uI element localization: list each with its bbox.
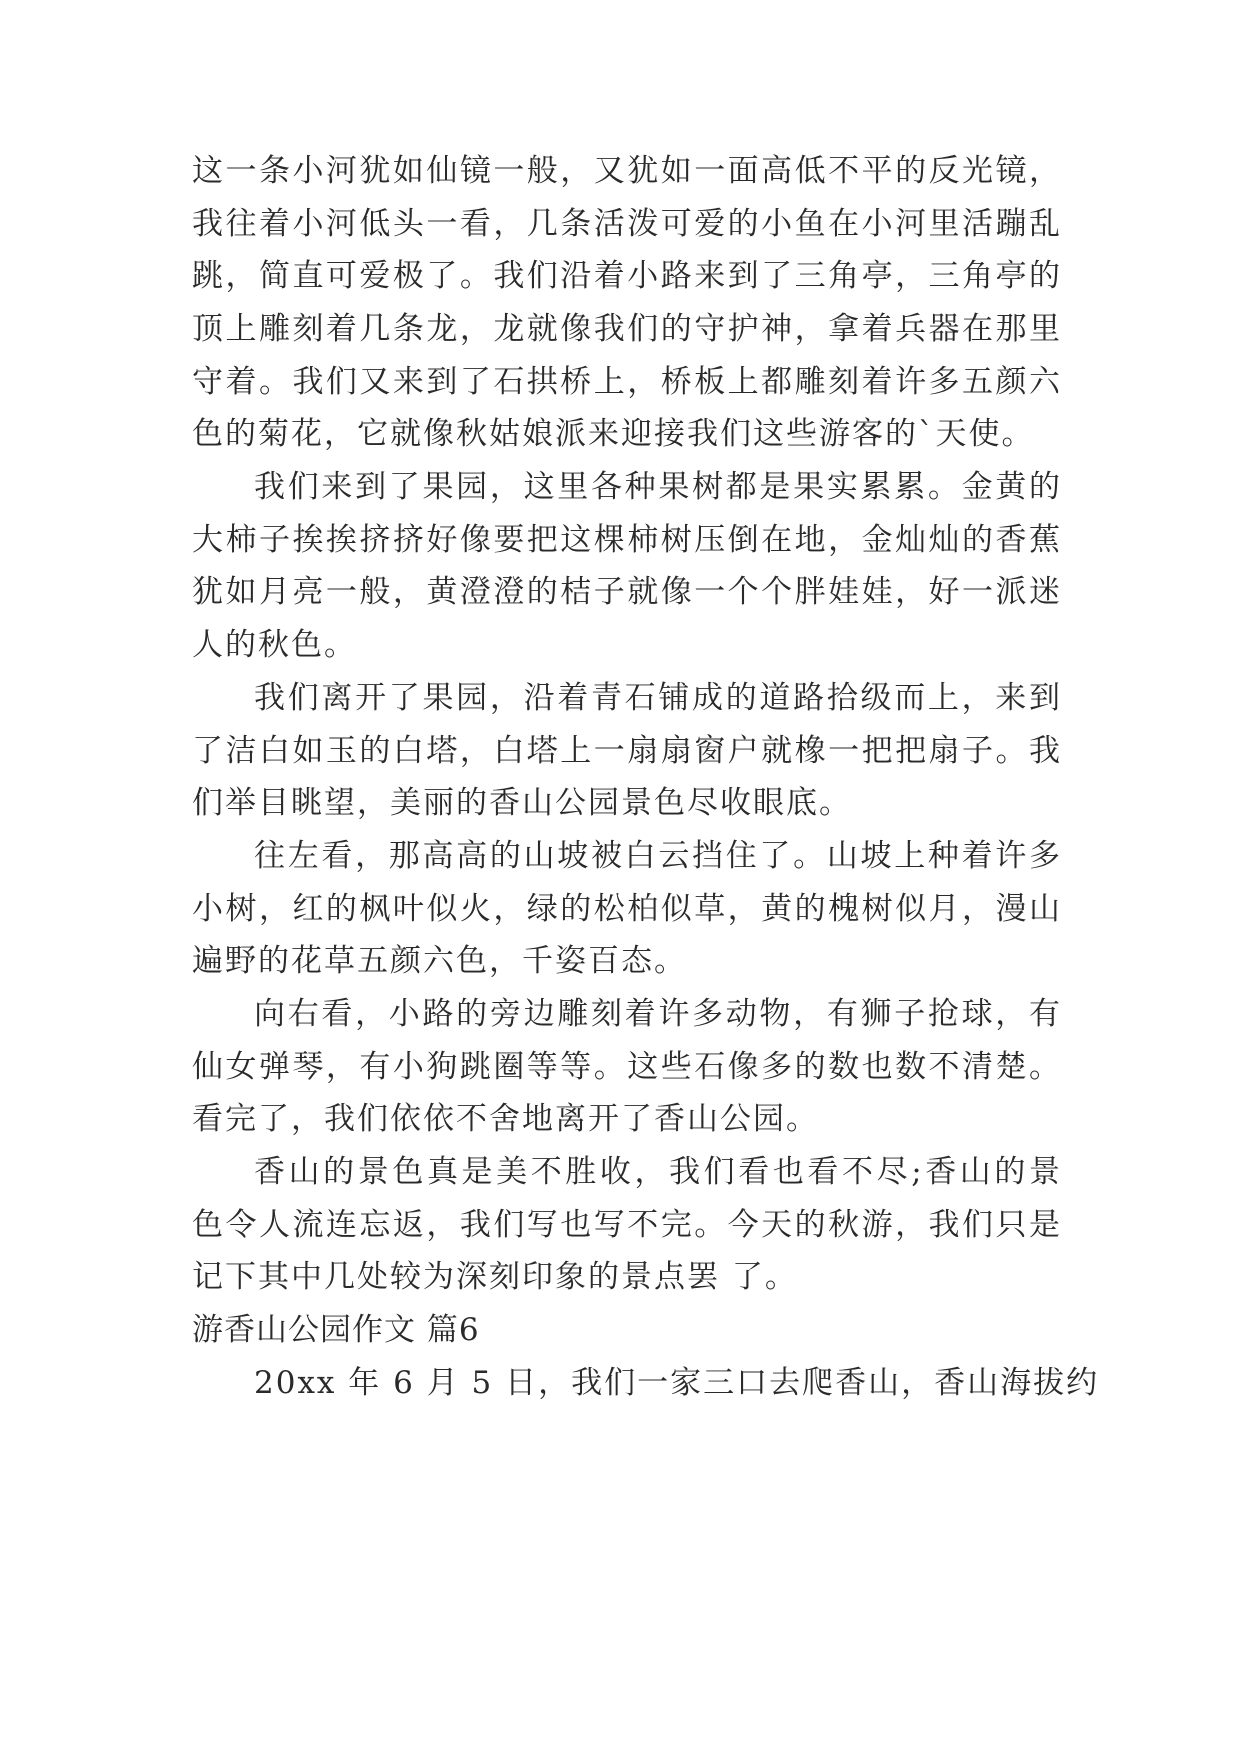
paragraph-line: 往左看，那高高的山坡被白云挡住了。山坡上种着许多 — [254, 838, 1062, 874]
paragraph-line: 20xx 年 6 月 5 日，我们一家三口去爬香山，香山海拔约 — [254, 1365, 1100, 1401]
paragraph-line: 跳，简直可爱极了。我们沿着小路来到了三角亭，三角亭的 — [192, 258, 1062, 294]
paragraph-line: 色的菊花，它就像秋姑娘派来迎接我们这些游客的`天使。 — [192, 416, 1035, 452]
paragraph-line: 守着。我们又来到了石拱桥上，桥板上都雕刻着许多五颜六 — [192, 364, 1062, 400]
paragraph-line: 色令人流连忘返，我们写也写不完。今天的秋游，我们只是 — [192, 1207, 1062, 1243]
paragraph-line: 仙女弹琴，有小狗跳圈等等。这些石像多的数也数不清楚。 — [192, 1049, 1062, 1085]
paragraph-line: 了洁白如玉的白塔，白塔上一扇扇窗户就橡一把把扇子。我 — [192, 733, 1062, 769]
paragraph-line: 我们离开了果园，沿着青石铺成的道路拾级而上，来到 — [254, 680, 1062, 716]
section-heading: 游香山公园作文 篇6 — [192, 1312, 480, 1348]
paragraph-line: 犹如月亮一般，黄澄澄的桔子就像一个个胖娃娃，好一派迷 — [192, 574, 1062, 610]
paragraph-line: 大柿子挨挨挤挤好像要把这棵柿树压倒在地，金灿灿的香蕉 — [192, 522, 1062, 558]
paragraph-line: 香山的景色真是美不胜收，我们看也看不尽;香山的景 — [254, 1154, 1062, 1190]
paragraph-line: 我们来到了果园，这里各种果树都是果实累累。金黄的 — [254, 469, 1062, 505]
paragraph-line: 顶上雕刻着几条龙，龙就像我们的守护神，拿着兵器在那里 — [192, 311, 1062, 347]
paragraph-line: 们举目眺望，美丽的香山公园景色尽收眼底。 — [192, 785, 852, 821]
paragraph-line: 小树，红的枫叶似火，绿的松柏似草，黄的槐树似月，漫山 — [192, 891, 1062, 927]
paragraph-line: 人的秋色。 — [192, 627, 357, 663]
paragraph-line: 记下其中几处较为深刻印象的景点罢 了。 — [192, 1259, 798, 1295]
paragraph-line: 向右看，小路的旁边雕刻着许多动物，有狮子抢球，有 — [254, 996, 1062, 1032]
paragraph-line: 遍野的花草五颜六色，千姿百态。 — [192, 943, 687, 979]
paragraph-line: 看完了，我们依依不舍地离开了香山公园。 — [192, 1101, 819, 1137]
paragraph-line: 这一条小河犹如仙镜一般，又犹如一面高低不平的反光镜， — [192, 153, 1062, 189]
paragraph-line: 我往着小河低头一看，几条活泼可爱的小鱼在小河里活蹦乱 — [192, 206, 1062, 242]
